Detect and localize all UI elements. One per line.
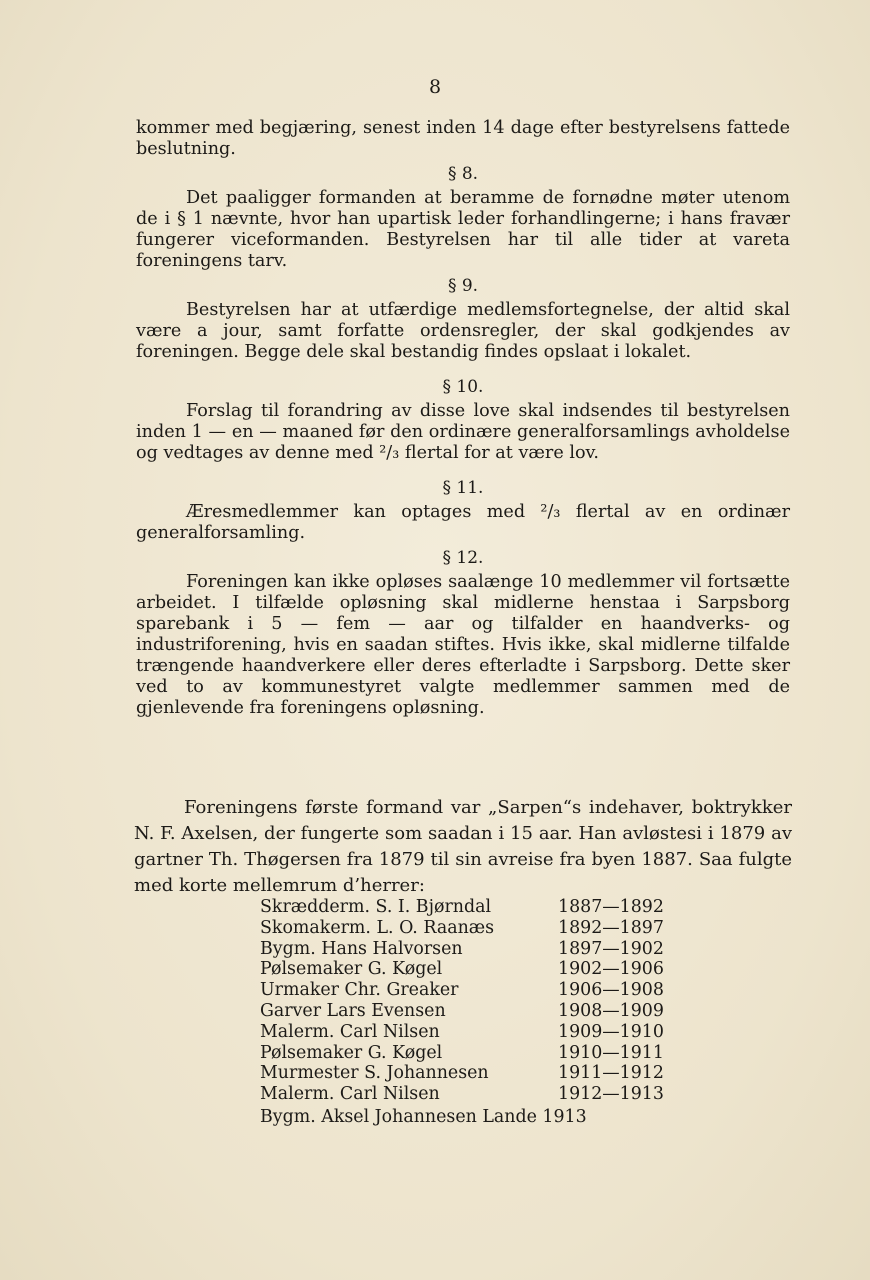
list-item	[260, 918, 664, 939]
chairman-name: Garver Lars Evensen	[260, 1000, 446, 1021]
chairman-name: Skrædderm. S. I. Bjørndal	[260, 897, 492, 917]
history-section	[134, 795, 792, 899]
section-text-12: Foreningen kan ikke opløses saalænge 10 medlemmer vil fortsætte arbeidet. I tilfælde opløsning skal midlerne henstaa i Sarpsborg sparebank i 5 — fem — aar og tilfalder en haandverks- og industriforening, hvis en saadan stiftes. Hvis ikke, skal midlerne tilfalde trængende haandverkere eller deres efterladte i Sarpsborg. Dette sker ved to av kommunestyret valgte medlemmer sammen med de gjenlevende fra foreningens opløsning.	[136, 572, 790, 718]
section-heading-10: § 10.	[442, 377, 484, 397]
list-item	[260, 980, 664, 1001]
list-item	[260, 939, 664, 960]
chairman-years: 1887—1892	[558, 897, 664, 917]
section-heading-11: § 11.	[442, 478, 484, 498]
chairman-name: Bygm. Aksel Johannesen Lande	[260, 1106, 537, 1127]
list-item	[260, 1043, 664, 1064]
list-item	[260, 1022, 664, 1043]
paragraph-continuation: kommer med begjæring, senest inden 14 dage efter bestyrelsens fattede beslutning.	[136, 118, 790, 159]
list-item	[260, 1106, 664, 1128]
section-heading-12: § 12.	[442, 548, 484, 568]
chairman-name: Malerm. Carl Nilsen	[260, 1021, 440, 1042]
chairman-years: 1912—1913	[558, 1084, 664, 1105]
section-text-10: Forslag til forandring av disse love skal indsendes til bestyrelsen inden 1 — en — maaned før den ordinære generalforsamlings avholdelse og vedtages av denne med ²/₃ flertal for at være lov.	[136, 401, 790, 463]
list-item	[260, 1063, 664, 1084]
chairman-years: 1913	[542, 1106, 587, 1127]
section-text-11: Æresmedlemmer kan optages med ²/₃ flertal av en ordinær generalforsamling.	[136, 502, 790, 543]
list-item	[260, 1001, 664, 1022]
chairman-years: 1906—1908	[558, 980, 664, 1001]
chairman-years: 1909—1910	[558, 1021, 664, 1042]
section-heading-8: § 8.	[447, 164, 479, 184]
chairman-name: Urmaker Chr. Greaker	[260, 980, 459, 1001]
history-paragraph: Foreningens første formand var „Sarpen“s indehaver, boktrykker N. F. Axelsen, der fungerte som saadan i 15 aar. Han avløstesi i 1879 av gartner Th. Thøgersen fra 1879 til sin avreise fra byen 1887. Saa fulgte med korte mellemrum d’herrer:	[134, 797, 792, 896]
chairman-name: Pølsemaker G. Køgel	[260, 959, 443, 980]
section-text-8: Det paaligger formanden at beramme de fornødne møter utenom de i § 1 nævnte, hvor han upartisk leder forhandlingerne; i hans fravær fungerer viceformanden. Bestyrelsen har til alle tider at vareta foreningens tarv.	[136, 188, 790, 271]
chairman-name: Pølsemaker G. Køgel	[260, 1042, 443, 1063]
chairman-name: Malerm. Carl Nilsen	[260, 1084, 440, 1105]
list-item	[260, 1084, 664, 1105]
chairmen-list	[260, 897, 664, 1128]
section-heading-9: § 9.	[447, 276, 479, 296]
chairman-name: Murmester S. Johannesen	[260, 1063, 489, 1084]
chairman-name: Bygm. Hans Halvorsen	[260, 938, 463, 959]
chairman-years: 1892—1897	[558, 917, 664, 938]
chairman-years: 1911—1912	[558, 1063, 664, 1084]
chairman-years: 1910—1911	[558, 1042, 664, 1063]
chairman-years: 1902—1906	[558, 959, 664, 980]
section-text-9: Bestyrelsen har at utfærdige medlemsfortegnelse, der altid skal være a jour, samt forfatte ordensregler, der skal godkjendes av foreningen. Begge dele skal bestandig findes opslaat i lokalet.	[136, 300, 790, 362]
chairman-name: Skomakerm. L. O. Raanæs	[260, 917, 495, 938]
chairman-years: 1908—1909	[558, 1000, 664, 1021]
page-number: 8	[428, 76, 442, 98]
list-item	[260, 897, 664, 918]
chairman-years: 1897—1902	[558, 938, 664, 959]
list-item	[260, 959, 664, 980]
statutes-text	[136, 118, 790, 719]
